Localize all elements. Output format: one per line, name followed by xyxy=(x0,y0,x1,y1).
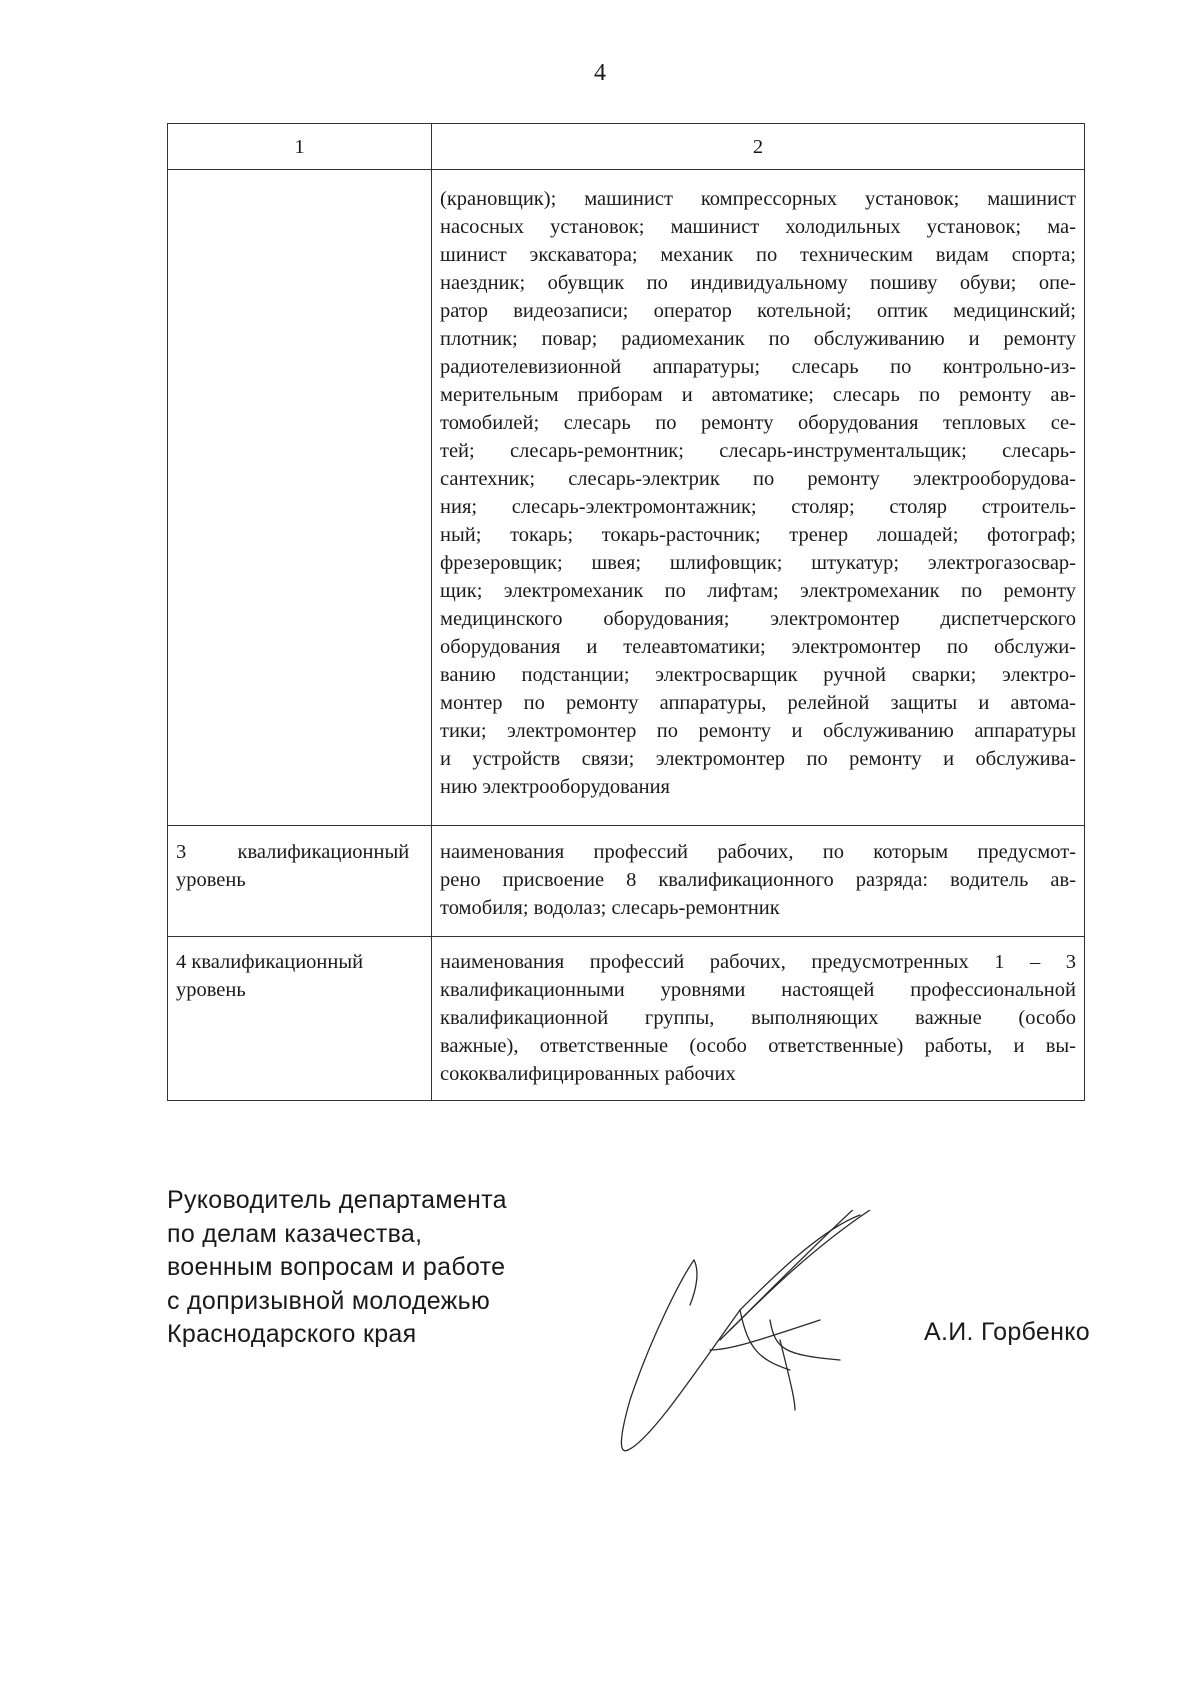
qualification-table xyxy=(167,123,1085,1101)
text-line: тей; слесарь-ремонтник; слесарь-инструментальщик; слесарь- xyxy=(440,440,1076,462)
text-line: томобиля; водолаз; слесарь-ремонтник xyxy=(440,897,780,919)
text-line: мерительным приборам и автоматике; слесарь по ремонту ав- xyxy=(440,384,1076,406)
text-line: томобилей; слесарь по ремонту оборудования тепловых се- xyxy=(440,412,1076,434)
signatory-name: А.И. Горбенко xyxy=(924,1318,1090,1346)
table-row xyxy=(168,826,1085,937)
signatory-position xyxy=(167,1184,507,1352)
signatory-position-line: военным вопросам и работе xyxy=(167,1253,506,1281)
text-line: наездник; обувщик по индивидуальному пошиву обуви; опе- xyxy=(440,272,1076,294)
table-header-cell-2: 2 xyxy=(432,124,1085,170)
text-line: наименования профессий рабочих, предусмотренных 1 – 3 xyxy=(440,951,1076,973)
text-line: рено присвоение 8 квалификационного разряда: водитель ав- xyxy=(440,869,1076,891)
table-header-row xyxy=(168,124,1085,170)
table-cell-professions xyxy=(432,826,1085,937)
text-line: нию электрооборудования xyxy=(440,776,670,798)
text-line: 3 квалификационный xyxy=(176,841,410,863)
table-cell-professions xyxy=(432,937,1085,1101)
text-line: 4 квалификационный xyxy=(176,951,364,973)
signatory-position-line: Руководитель департамента xyxy=(167,1186,507,1214)
text-line: насосных установок; машинист холодильных установок; ма- xyxy=(440,216,1076,238)
text-line: квалификационной группы, выполняющих важные (особо xyxy=(440,1007,1076,1029)
text-line: плотник; повар; радиомеханик по обслуживанию и ремонту xyxy=(440,328,1076,350)
table-cell-professions xyxy=(432,170,1085,826)
signatory-position-line: по делам казачества, xyxy=(167,1219,423,1248)
text-line: фрезеровщик; швея; шлифовщик; штукатур; электрогазосвар- xyxy=(440,552,1076,574)
text-line: шинист экскаватора; механик по техническим видам спорта; xyxy=(440,244,1076,266)
text-line: ния; слесарь-электромонтажник; столяр; столяр строитель- xyxy=(440,496,1076,518)
text-line: сококвалифицированных рабочих xyxy=(440,1063,736,1085)
text-line: оборудования и телеавтоматики; электромонтер по обслужи- xyxy=(440,636,1076,658)
handwritten-signature xyxy=(620,1210,940,1470)
text-line: наименования профессий рабочих, по которым предусмот- xyxy=(440,841,1076,863)
text-line: ратор видеозаписи; оператор котельной; оптик медицинский; xyxy=(440,300,1076,322)
text-line: медицинского оборудования; электромонтер диспетчерского xyxy=(440,608,1076,630)
table-header-cell-1: 1 xyxy=(168,124,432,170)
text-line: уровень xyxy=(176,979,246,1001)
text-line: ный; токарь; токарь-расточник; тренер лошадей; фотограф; xyxy=(440,524,1076,546)
text-line: сантехник; слесарь-электрик по ремонту электрооборудова- xyxy=(440,468,1076,490)
text-line: уровень xyxy=(176,869,246,891)
text-line: (крановщик); машинист компрессорных установок; машинист xyxy=(440,188,1076,210)
text-line: квалификационными уровнями настоящей профессиональной xyxy=(440,979,1076,1001)
table-cell-level xyxy=(168,170,432,826)
table-row xyxy=(168,170,1085,826)
table-cell-level xyxy=(168,826,432,937)
page-number: 4 xyxy=(594,60,606,86)
text-line: и устройств связи; электромонтер по ремонту и обслужива- xyxy=(440,748,1076,770)
text-line: радиотелевизионной аппаратуры; слесарь по контрольно-из- xyxy=(440,356,1076,378)
text-line: щик; электромеханик по лифтам; электромеханик по ремонту xyxy=(440,580,1076,602)
text-line: важные), ответственные (особо ответственные) работы, и вы- xyxy=(440,1035,1076,1057)
signatory-position-line: Краснодарского края xyxy=(167,1320,417,1348)
signatory-position-line: с допризывной молодежью xyxy=(167,1286,491,1315)
table-cell-level xyxy=(168,937,432,1101)
table-row xyxy=(168,937,1085,1101)
text-line: тики; электромонтер по ремонту и обслуживанию аппаратуры xyxy=(440,720,1076,742)
text-line: ванию подстанции; электросварщик ручной сварки; электро- xyxy=(440,664,1076,686)
text-line: монтер по ремонту аппаратуры, релейной защиты и автома- xyxy=(440,692,1076,714)
